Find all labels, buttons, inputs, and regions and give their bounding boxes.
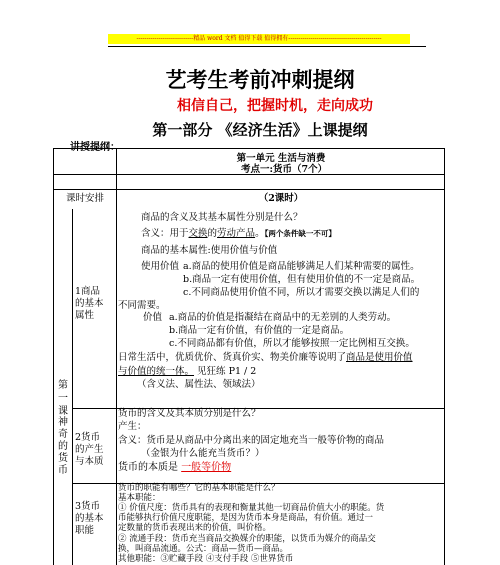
knowledge-point: 考点一:货币（7个） <box>241 164 328 175</box>
content-line: 定数量的货币表现出来的价值，叫价格。 <box>118 523 272 533</box>
content-line: ② 流通手段：货币充当商品交换媒介的职能，以货币为媒介的商品交 <box>118 534 376 544</box>
lesson-label: 第一课 <box>58 380 68 417</box>
content-line: 基本职能： <box>118 493 161 503</box>
unit-title: 第一单元 生活与消费 <box>236 153 326 164</box>
content-line: 商品的基本属性:使用价值与价值 <box>141 245 278 256</box>
content-line: 币能够执行价值尺度职能，是因为货币本身是商品，有价值。通过一 <box>118 513 374 523</box>
content-line: 换，叫商品流通。公式：商品—货币—商品。 <box>118 544 289 554</box>
content-line: 含义：用于交换的劳动产品。【两个条件缺一不可】 <box>141 228 336 239</box>
content-line: b.商品一定有使用价值，但有使用价值的不一定是商品。 <box>183 274 421 285</box>
content-line: c.不同商品使用价值不同，所以才需要交换以满足人们的 <box>183 287 420 298</box>
content-line: 货币的本质是 一般等价物 <box>118 462 232 473</box>
lesson-table <box>53 148 445 565</box>
section-title: 3货币 的基本 职能 <box>75 501 104 536</box>
section-title: 1商品 的基本 属性 <box>75 286 104 321</box>
content-line: b.商品一定有价值，有价值的一定是商品。 <box>169 325 350 336</box>
section-title: 2货币 的产生 与本质 <box>75 432 104 467</box>
lesson-title: 神奇的货币 <box>58 417 68 476</box>
page-subtitle: 相信自己，把握时机，走向成功 <box>177 98 373 114</box>
schedule-label: 课时安排 <box>65 193 104 204</box>
content-line: 价值 <box>143 312 163 323</box>
page-title: 艺考生考前冲刺提纲 <box>165 68 355 92</box>
content-line: 日常生活中，优质优价、货真价实、物美价廉等说明了商品是使用价值 <box>118 352 413 363</box>
content-line: a.商品的使用价值是商品能够满足人们某种需要的属性。 <box>183 261 420 272</box>
document-banner: ----------------------------精品 word 文档 值得下载 值得拥有---------------------------------------------- <box>108 34 410 44</box>
content-line: c.不同商品都有价值，所以才能够按照一定比例相互交换。 <box>169 338 415 349</box>
content-line: （金银为什么能充当货币？） <box>141 448 265 459</box>
question-line: 货币的含义及其本质分别是什么？ <box>118 408 261 419</box>
content-line: 使用价值 <box>141 261 180 272</box>
content-line: 其他职能：③贮藏手段 ④支付手段 ⑤世界货币 <box>118 554 294 564</box>
schedule-value: （2课时） <box>258 193 304 204</box>
content-line: 与价值的统一体。 见狂练 P1 / 2 <box>118 366 257 377</box>
content-line: 产生： <box>118 421 147 432</box>
question-line: 商品的含义及其基本属性分别是什么？ <box>141 212 303 223</box>
content-line: a.商品的价值是指凝结在商品中的无差别的人类劳动。 <box>169 312 397 323</box>
table-rule <box>116 149 117 565</box>
content-line: 含义：货币是从商品中分离出来的固定地充当一般等价物的商品 <box>118 435 385 446</box>
table-rule <box>54 189 445 190</box>
content-line: ① 价值尺度：货币具有的表现和衡量其他一切商品价值大小的职能。货 <box>118 503 385 513</box>
part-title: 第一部分 《经济生活》上课提纲 <box>152 121 368 139</box>
content-line: （含义法、属性法、领域法） <box>137 379 261 390</box>
content-line: 不同需要。 <box>118 300 166 311</box>
question-line: 货币的职能有哪些？它的基本职能是什么？ <box>118 483 280 493</box>
banner-rule <box>108 46 426 47</box>
table-rule <box>72 209 73 565</box>
outline-label: 讲授提纲： <box>70 142 120 153</box>
